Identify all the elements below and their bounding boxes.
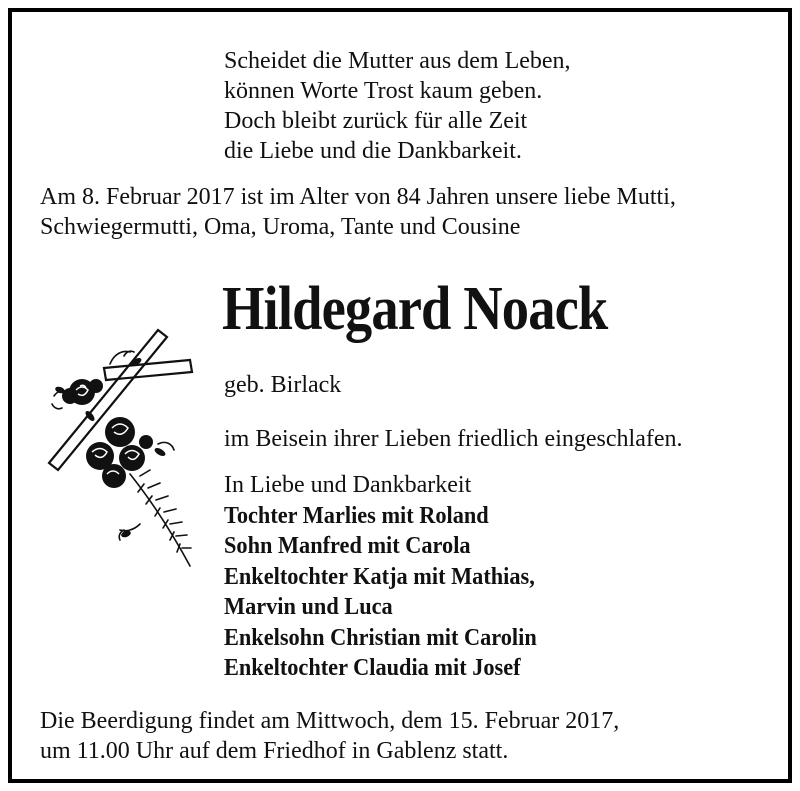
mourner-entry: Enkeltochter Katja mit Mathias,	[224, 563, 535, 590]
memorial-poem	[224, 46, 571, 166]
poem-line: die Liebe und die Dankbarkeit.	[224, 138, 522, 164]
birth-name: geb. Birlack	[224, 372, 342, 398]
poem-line: Doch bleibt zurück für alle Zeit	[224, 108, 528, 134]
funeral-notice	[40, 706, 619, 766]
announcement-line: Schwiegermutti, Oma, Uroma, Tante und Cousine	[40, 214, 521, 240]
mourner-entry: Tochter Marlies mit Roland	[224, 502, 489, 529]
deceased-name: Hildegard Noack	[222, 275, 608, 343]
obituary-frame	[8, 8, 792, 783]
poem-line: Scheidet die Mutter aus dem Leben,	[224, 48, 571, 74]
cross-with-roses-icon	[40, 324, 202, 574]
funeral-line: Die Beerdigung findet am Mittwoch, dem 15. Februar 2017,	[40, 708, 620, 734]
mourner-entry: Enkeltochter Claudia mit Josef	[224, 655, 521, 681]
poem-line: können Worte Trost kaum geben.	[224, 78, 543, 104]
mourner-entry: Sohn Manfred mit Carola	[224, 533, 471, 559]
mourners-list	[224, 470, 560, 684]
mourners-intro: In Liebe und Dankbarkeit	[224, 472, 472, 498]
funeral-line: um 11.00 Uhr auf dem Friedhof in Gablenz statt.	[40, 738, 509, 764]
mourner-entry: Marvin und Luca	[224, 594, 393, 620]
announcement-line: Am 8. Februar 2017 ist im Alter von 84 Jahren unsere liebe Mutti,	[40, 184, 676, 210]
passing-text: im Beisein ihrer Lieben friedlich eingeschlafen.	[224, 426, 683, 452]
mourner-entry: Enkelsohn Christian mit Carolin	[224, 624, 537, 651]
death-announcement	[40, 182, 780, 242]
